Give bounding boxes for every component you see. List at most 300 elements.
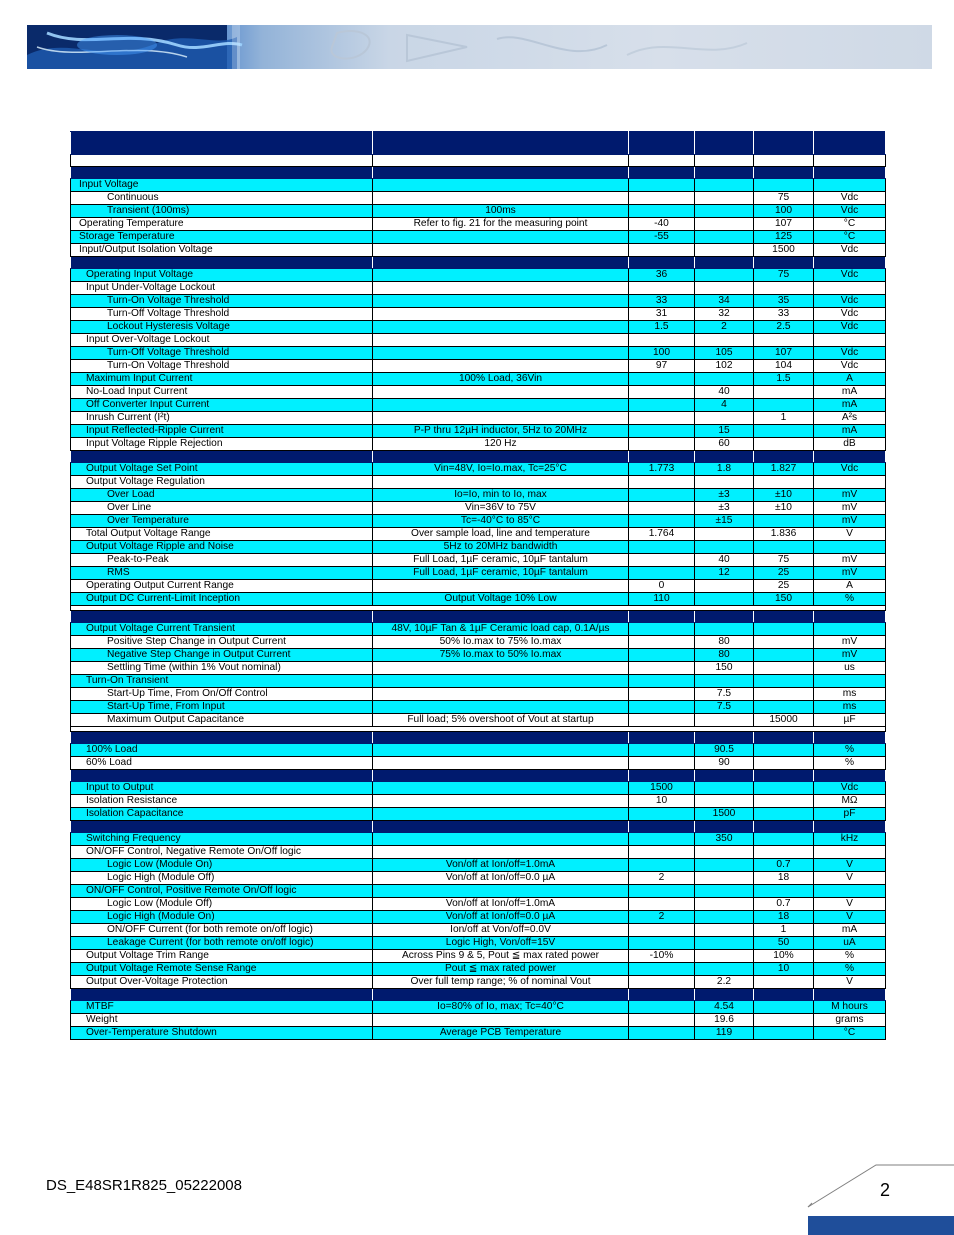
typ-cell: 150 xyxy=(695,662,754,675)
parameter-cell: Output Voltage Trim Range xyxy=(71,950,373,963)
condition-cell xyxy=(373,662,629,675)
unit-cell: V xyxy=(814,911,886,924)
parameter-cell: Turn-On Voltage Threshold xyxy=(71,360,373,373)
parameter-cell: Operating Temperature xyxy=(71,218,373,231)
header-cell xyxy=(629,132,695,155)
max-cell: 0.7 xyxy=(754,898,814,911)
table-row xyxy=(71,541,886,554)
header-cell xyxy=(814,989,886,1001)
typ-cell xyxy=(695,859,754,872)
unit-cell: °C xyxy=(814,218,886,231)
parameter-cell: Output Over-Voltage Protection xyxy=(71,976,373,989)
condition-cell xyxy=(373,701,629,714)
condition-cell xyxy=(373,688,629,701)
condition-cell xyxy=(373,675,629,688)
typ-cell: 80 xyxy=(695,636,754,649)
parameter-cell: Input Voltage Ripple Rejection xyxy=(71,438,373,451)
table-row xyxy=(71,808,886,821)
max-cell xyxy=(754,636,814,649)
condition-cell: 100ms xyxy=(373,205,629,218)
typ-cell xyxy=(695,476,754,489)
max-cell: 100 xyxy=(754,205,814,218)
condition-cell xyxy=(373,386,629,399)
header-cell xyxy=(629,821,695,833)
max-cell: 1.827 xyxy=(754,463,814,476)
typ-cell: 102 xyxy=(695,360,754,373)
max-cell: 25 xyxy=(754,580,814,593)
parameter-cell: Start-Up Time, From Input xyxy=(71,701,373,714)
typ-cell xyxy=(695,580,754,593)
max-cell xyxy=(754,808,814,821)
max-cell xyxy=(754,334,814,347)
typ-cell: 90 xyxy=(695,757,754,770)
max-cell: 2.5 xyxy=(754,321,814,334)
min-cell: 1500 xyxy=(629,782,695,795)
header-cell xyxy=(814,770,886,782)
header-cell xyxy=(71,989,373,1001)
header-cell xyxy=(814,451,886,463)
specification-table xyxy=(70,131,886,1040)
min-cell: -55 xyxy=(629,231,695,244)
condition-cell xyxy=(373,360,629,373)
parameter-cell: Isolation Capacitance xyxy=(71,808,373,821)
unit-cell: Vdc xyxy=(814,308,886,321)
unit-cell: Vdc xyxy=(814,321,886,334)
header-cell xyxy=(629,167,695,179)
min-cell xyxy=(629,976,695,989)
typ-cell xyxy=(695,282,754,295)
parameter-cell: Maximum Input Current xyxy=(71,373,373,386)
max-cell: 104 xyxy=(754,360,814,373)
unit-cell: ms xyxy=(814,701,886,714)
section-header-row xyxy=(71,257,886,269)
typ-cell xyxy=(695,412,754,425)
min-cell xyxy=(629,554,695,567)
parameter-cell: Logic High (Module On) xyxy=(71,911,373,924)
typ-cell: 2 xyxy=(695,321,754,334)
parameter-cell: Turn-On Transient xyxy=(71,675,373,688)
section-header-row xyxy=(71,821,886,833)
min-cell: 0 xyxy=(629,580,695,593)
banner-graphic xyxy=(27,25,932,69)
condition-cell xyxy=(373,321,629,334)
condition-cell: Tc=-40°C to 85°C xyxy=(373,515,629,528)
typ-cell xyxy=(695,528,754,541)
unit-cell xyxy=(814,179,886,192)
parameter-cell: Over Temperature xyxy=(71,515,373,528)
max-cell xyxy=(754,688,814,701)
table-row xyxy=(71,1001,886,1014)
min-cell xyxy=(629,885,695,898)
min-cell: 97 xyxy=(629,360,695,373)
parameter-cell: Operating Output Current Range xyxy=(71,580,373,593)
table-row xyxy=(71,463,886,476)
min-cell xyxy=(629,179,695,192)
max-cell: 1 xyxy=(754,924,814,937)
table-row xyxy=(71,386,886,399)
typ-cell: ±15 xyxy=(695,515,754,528)
parameter-cell: Peak-to-Peak xyxy=(71,554,373,567)
table-row xyxy=(71,688,886,701)
condition-cell xyxy=(373,347,629,360)
header-cell xyxy=(695,770,754,782)
parameter-cell: Negative Step Change in Output Current xyxy=(71,649,373,662)
max-cell xyxy=(754,701,814,714)
max-cell: 33 xyxy=(754,308,814,321)
max-cell xyxy=(754,795,814,808)
min-cell: 110 xyxy=(629,593,695,606)
table-row xyxy=(71,872,886,885)
min-cell: 2 xyxy=(629,911,695,924)
table-row xyxy=(71,425,886,438)
condition-cell: Over sample load, line and temperature xyxy=(373,528,629,541)
unit-cell: % xyxy=(814,963,886,976)
typ-cell xyxy=(695,373,754,386)
parameter-cell: Over Line xyxy=(71,502,373,515)
header-cell xyxy=(373,732,629,744)
max-cell xyxy=(754,846,814,859)
condition-cell: Logic High, Von/off=15V xyxy=(373,937,629,950)
unit-cell xyxy=(814,476,886,489)
condition-cell: Ion/off at Von/off=0.0V xyxy=(373,924,629,937)
condition-cell xyxy=(373,1014,629,1027)
table-row xyxy=(71,623,886,636)
page-number: 2 xyxy=(880,1180,891,1200)
header-cell xyxy=(814,167,886,179)
min-cell xyxy=(629,757,695,770)
max-cell: ±10 xyxy=(754,489,814,502)
condition-cell: 5Hz to 20MHz bandwidth xyxy=(373,541,629,554)
parameter-cell: Positive Step Change in Output Current xyxy=(71,636,373,649)
table-row xyxy=(71,593,886,606)
max-cell: 0.7 xyxy=(754,859,814,872)
header-cell xyxy=(754,770,814,782)
unit-cell: Vdc xyxy=(814,244,886,257)
condition-cell: Output Voltage 10% Low xyxy=(373,593,629,606)
min-cell xyxy=(629,688,695,701)
min-cell: 10 xyxy=(629,795,695,808)
parameter-cell: MTBF xyxy=(71,1001,373,1014)
unit-cell: Vdc xyxy=(814,295,886,308)
typ-cell xyxy=(695,205,754,218)
parameter-cell: Start-Up Time, From On/Off Control xyxy=(71,688,373,701)
parameter-cell: 100% Load xyxy=(71,744,373,757)
min-cell xyxy=(629,386,695,399)
table-row xyxy=(71,662,886,675)
typ-cell xyxy=(695,795,754,808)
condition-cell xyxy=(373,192,629,205)
condition-cell: Io=80% of Io, max; Tc=40°C xyxy=(373,1001,629,1014)
table-row xyxy=(71,269,886,282)
max-cell: 10% xyxy=(754,950,814,963)
min-cell xyxy=(629,701,695,714)
table-row xyxy=(71,963,886,976)
typ-cell: 34 xyxy=(695,295,754,308)
typ-cell: 40 xyxy=(695,386,754,399)
condition-cell: 120 Hz xyxy=(373,438,629,451)
unit-cell: dB xyxy=(814,438,886,451)
table-row xyxy=(71,859,886,872)
header-cell xyxy=(373,132,629,155)
parameter-cell: Settling Time (within 1% Vout nominal) xyxy=(71,662,373,675)
min-cell xyxy=(629,898,695,911)
max-cell xyxy=(754,386,814,399)
header-cell xyxy=(814,611,886,623)
condition-cell: Pout ≦ max rated power xyxy=(373,963,629,976)
condition-cell xyxy=(373,782,629,795)
section-header-row xyxy=(71,611,886,623)
typ-cell xyxy=(695,898,754,911)
typ-cell: 1.8 xyxy=(695,463,754,476)
min-cell xyxy=(629,1014,695,1027)
table-row xyxy=(71,528,886,541)
condition-cell: Von/off at Ion/off=1.0mA xyxy=(373,898,629,911)
min-cell xyxy=(629,489,695,502)
header-cell xyxy=(695,821,754,833)
max-cell xyxy=(754,476,814,489)
unit-cell: grams xyxy=(814,1014,886,1027)
condition-cell: Von/off at Ion/off=1.0mA xyxy=(373,859,629,872)
unit-cell: V xyxy=(814,898,886,911)
max-cell xyxy=(754,399,814,412)
max-cell xyxy=(754,649,814,662)
table-row xyxy=(71,1027,886,1040)
min-cell xyxy=(629,833,695,846)
min-cell xyxy=(629,373,695,386)
table-row xyxy=(71,515,886,528)
typ-cell xyxy=(695,593,754,606)
typ-cell xyxy=(695,192,754,205)
min-cell: 33 xyxy=(629,295,695,308)
subheader-cell xyxy=(373,155,629,167)
condition-cell: Io=Io, min to Io, max xyxy=(373,489,629,502)
unit-cell: M hours xyxy=(814,1001,886,1014)
header-cell xyxy=(695,989,754,1001)
document-id: DS_E48SR1R825_05222008 xyxy=(46,1177,242,1194)
table-row xyxy=(71,757,886,770)
parameter-cell: Input Reflected-Ripple Current xyxy=(71,425,373,438)
typ-cell xyxy=(695,179,754,192)
subheader-cell xyxy=(629,155,695,167)
typ-cell: 15 xyxy=(695,425,754,438)
condition-cell: 75% Io.max to 50% Io.max xyxy=(373,649,629,662)
unit-cell: % xyxy=(814,950,886,963)
parameter-cell: Over Load xyxy=(71,489,373,502)
header-cell xyxy=(71,257,373,269)
header-cell xyxy=(695,451,754,463)
header-cell xyxy=(71,770,373,782)
header-cell xyxy=(629,732,695,744)
max-cell: 125 xyxy=(754,231,814,244)
condition-cell: Von/off at Ion/off=0.0 µA xyxy=(373,911,629,924)
header-cell xyxy=(373,451,629,463)
min-cell xyxy=(629,636,695,649)
table-row xyxy=(71,701,886,714)
min-cell xyxy=(629,399,695,412)
min-cell: 31 xyxy=(629,308,695,321)
min-cell xyxy=(629,438,695,451)
unit-cell: Vdc xyxy=(814,205,886,218)
min-cell xyxy=(629,662,695,675)
min-cell xyxy=(629,846,695,859)
unit-cell: mV xyxy=(814,515,886,528)
table-row xyxy=(71,714,886,727)
header-cell xyxy=(754,257,814,269)
condition-cell: Full Load, 1µF ceramic, 10µF tantalum xyxy=(373,567,629,580)
parameter-cell: Over-Temperature Shutdown xyxy=(71,1027,373,1040)
max-cell: 50 xyxy=(754,937,814,950)
max-cell xyxy=(754,744,814,757)
condition-cell: Refer to fig. 21 for the measuring point xyxy=(373,218,629,231)
condition-cell xyxy=(373,808,629,821)
min-cell xyxy=(629,623,695,636)
unit-cell: V xyxy=(814,872,886,885)
condition-cell xyxy=(373,412,629,425)
min-cell: 1.764 xyxy=(629,528,695,541)
unit-cell xyxy=(814,541,886,554)
parameter-cell: Input to Output xyxy=(71,782,373,795)
max-cell: 107 xyxy=(754,218,814,231)
table-row xyxy=(71,554,886,567)
parameter-cell: Off Converter Input Current xyxy=(71,399,373,412)
unit-cell: A xyxy=(814,580,886,593)
parameter-cell: Turn-On Voltage Threshold xyxy=(71,295,373,308)
condition-cell xyxy=(373,295,629,308)
table-row xyxy=(71,846,886,859)
condition-cell: Vin=48V, Io=Io.max, Tc=25°C xyxy=(373,463,629,476)
parameter-cell: Logic Low (Module Off) xyxy=(71,898,373,911)
unit-cell: mV xyxy=(814,567,886,580)
table-row xyxy=(71,231,886,244)
table-row xyxy=(71,205,886,218)
max-cell xyxy=(754,179,814,192)
table-row xyxy=(71,399,886,412)
parameter-cell: Input Under-Voltage Lockout xyxy=(71,282,373,295)
header-cell xyxy=(754,451,814,463)
parameter-cell: Inrush Current (I²t) xyxy=(71,412,373,425)
typ-cell xyxy=(695,846,754,859)
table-row xyxy=(71,244,886,257)
max-cell: 107 xyxy=(754,347,814,360)
parameter-cell: RMS xyxy=(71,567,373,580)
max-cell xyxy=(754,757,814,770)
parameter-cell: Output Voltage Regulation xyxy=(71,476,373,489)
unit-cell: Vdc xyxy=(814,347,886,360)
table-row xyxy=(71,321,886,334)
table-row xyxy=(71,502,886,515)
unit-cell: µF xyxy=(814,714,886,727)
subheader-cell xyxy=(814,155,886,167)
typ-cell xyxy=(695,675,754,688)
min-cell xyxy=(629,1027,695,1040)
max-cell xyxy=(754,662,814,675)
table-row xyxy=(71,950,886,963)
table-row xyxy=(71,347,886,360)
table-row xyxy=(71,308,886,321)
min-cell: 100 xyxy=(629,347,695,360)
subheader-cell xyxy=(754,155,814,167)
condition-cell: 100% Load, 36Vin xyxy=(373,373,629,386)
condition-cell xyxy=(373,476,629,489)
typ-cell: 60 xyxy=(695,438,754,451)
condition-cell: Full Load, 1µF ceramic, 10µF tantalum xyxy=(373,554,629,567)
max-cell xyxy=(754,438,814,451)
parameter-cell: No-Load Input Current xyxy=(71,386,373,399)
parameter-cell: Output Voltage Set Point xyxy=(71,463,373,476)
condition-cell: Von/off at Ion/off=0.0 µA xyxy=(373,872,629,885)
section-header-row xyxy=(71,732,886,744)
table-row xyxy=(71,795,886,808)
parameter-cell: Output DC Current-Limit Inception xyxy=(71,593,373,606)
typ-cell: 4 xyxy=(695,399,754,412)
header-cell xyxy=(373,257,629,269)
max-cell xyxy=(754,1027,814,1040)
max-cell: 1.5 xyxy=(754,373,814,386)
condition-cell xyxy=(373,308,629,321)
unit-cell: V xyxy=(814,859,886,872)
header-cell xyxy=(814,132,886,155)
parameter-cell: Input Voltage xyxy=(71,179,373,192)
table-row xyxy=(71,218,886,231)
unit-cell: A xyxy=(814,373,886,386)
max-cell: 15000 xyxy=(754,714,814,727)
typ-cell xyxy=(695,782,754,795)
unit-cell: mA xyxy=(814,425,886,438)
table-row xyxy=(71,744,886,757)
min-cell xyxy=(629,649,695,662)
max-cell: 75 xyxy=(754,554,814,567)
table-row xyxy=(71,885,886,898)
unit-cell: A²s xyxy=(814,412,886,425)
condition-cell: P-P thru 12µH inductor, 5Hz to 20MHz xyxy=(373,425,629,438)
condition-cell xyxy=(373,846,629,859)
max-cell xyxy=(754,515,814,528)
typ-cell: 80 xyxy=(695,649,754,662)
unit-cell: mV xyxy=(814,502,886,515)
max-cell xyxy=(754,623,814,636)
condition-cell: Over full temp range; % of nominal Vout xyxy=(373,976,629,989)
condition-cell xyxy=(373,179,629,192)
typ-cell xyxy=(695,541,754,554)
parameter-cell: Lockout Hysteresis Voltage xyxy=(71,321,373,334)
max-cell: 1500 xyxy=(754,244,814,257)
min-cell: -40 xyxy=(629,218,695,231)
typ-cell: 19.6 xyxy=(695,1014,754,1027)
header-cell xyxy=(695,132,754,155)
max-cell: 1 xyxy=(754,412,814,425)
typ-cell: 119 xyxy=(695,1027,754,1040)
header-cell xyxy=(71,132,373,155)
parameter-cell: Weight xyxy=(71,1014,373,1027)
condition-cell: 50% Io.max to 75% Io.max xyxy=(373,636,629,649)
unit-cell: V xyxy=(814,976,886,989)
typ-cell xyxy=(695,244,754,257)
unit-cell: pF xyxy=(814,808,886,821)
typ-cell: 1500 xyxy=(695,808,754,821)
min-cell xyxy=(629,859,695,872)
min-cell xyxy=(629,192,695,205)
header-cell xyxy=(695,611,754,623)
header-cell xyxy=(71,821,373,833)
unit-cell: mA xyxy=(814,399,886,412)
condition-cell xyxy=(373,885,629,898)
condition-cell xyxy=(373,334,629,347)
condition-cell xyxy=(373,757,629,770)
header-cell xyxy=(629,257,695,269)
table-row xyxy=(71,833,886,846)
section-header-row xyxy=(71,167,886,179)
unit-cell: % xyxy=(814,744,886,757)
